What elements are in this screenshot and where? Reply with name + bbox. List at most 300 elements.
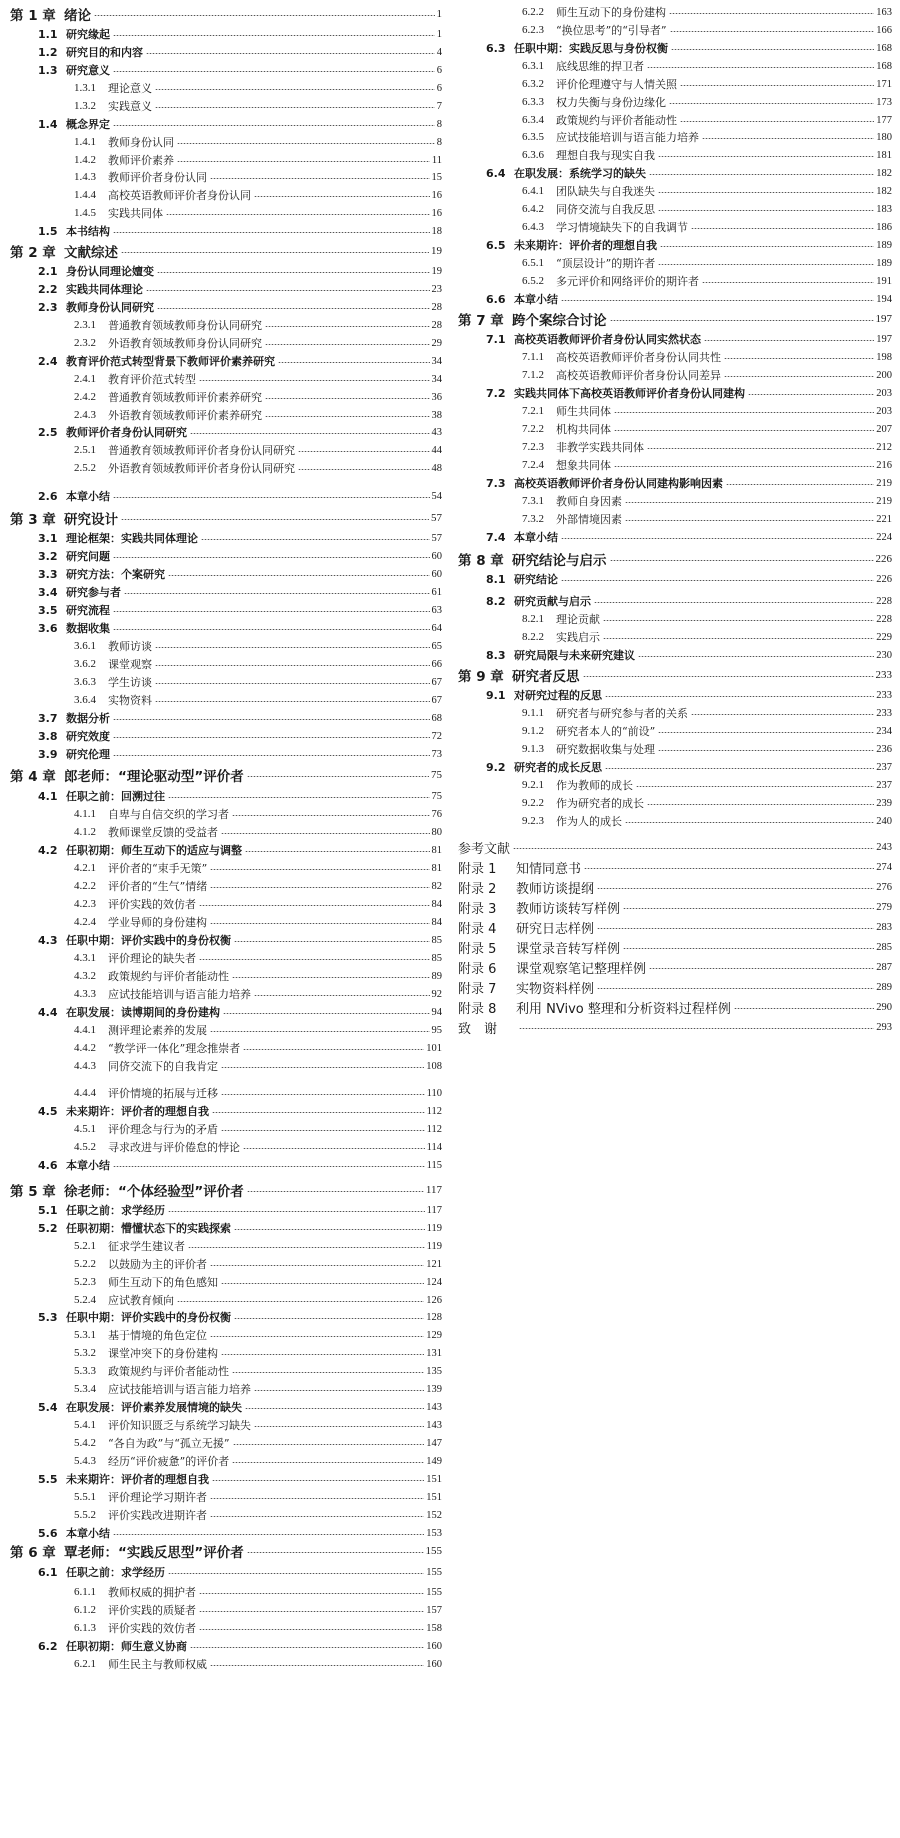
toc-dot-leader bbox=[647, 448, 874, 449]
toc-page-number: 230 bbox=[876, 649, 892, 661]
toc-entry-title: 参考文献 bbox=[458, 841, 511, 856]
toc-section-entry bbox=[458, 570, 892, 588]
toc-page-number: 18 bbox=[431, 225, 442, 237]
toc-dot-leader bbox=[247, 1552, 424, 1553]
toc-entry-title: 应试技能培训与语言能力培养 bbox=[108, 1383, 251, 1396]
toc-entry-number: 6.3.5 bbox=[522, 131, 544, 143]
toc-entry-number: 7.4 bbox=[486, 530, 506, 544]
toc-dot-leader bbox=[233, 1444, 425, 1445]
toc-page-number: 189 bbox=[876, 257, 892, 269]
toc-page-number: 89 bbox=[431, 970, 442, 982]
toc-entry-number: 5.3.1 bbox=[74, 1329, 96, 1341]
toc-page-number: 234 bbox=[876, 725, 892, 737]
toc-page-number: 155 bbox=[426, 1566, 442, 1578]
toc-section-entry bbox=[10, 547, 442, 565]
toc-entry-number: 4.5.2 bbox=[74, 1141, 96, 1153]
toc-chapter-entry bbox=[458, 550, 892, 568]
toc-entry-title: 研究者与研究参与者的关系 bbox=[556, 707, 688, 720]
toc-entry-title: 评价实践的质疑者 bbox=[108, 1604, 196, 1617]
toc-subsection-entry bbox=[458, 366, 892, 384]
toc-dot-leader bbox=[157, 272, 430, 273]
toc-entry-title: 知情同意书 bbox=[516, 861, 582, 876]
toc-page-number: 6 bbox=[436, 82, 442, 94]
toc-subsection-entry bbox=[10, 805, 442, 823]
toc-entry-number: 9.1.3 bbox=[522, 743, 544, 755]
toc-page-number: 66 bbox=[431, 658, 442, 670]
toc-entry-number: 3.5 bbox=[38, 603, 58, 617]
toc-dot-leader bbox=[726, 484, 874, 485]
toc-page-number: 60 bbox=[431, 550, 442, 562]
toc-chapter-entry bbox=[10, 5, 442, 23]
toc-dot-leader bbox=[702, 282, 874, 283]
toc-entry-number: 7.3 bbox=[486, 476, 506, 490]
toc-page-number: 128 bbox=[426, 1311, 442, 1323]
toc-dot-leader bbox=[625, 520, 874, 521]
toc-entry-number: 3.1 bbox=[38, 531, 58, 545]
toc-entry-title: 教育评价范式转型背景下教师评价素养研究 bbox=[66, 355, 275, 368]
toc-dot-leader bbox=[649, 174, 874, 175]
toc-subsection-entry bbox=[10, 316, 442, 334]
toc-entry-title: 作为教师的成长 bbox=[556, 779, 633, 792]
toc-entry-title: 课堂观察 bbox=[108, 658, 152, 671]
toc-entry-title: 应试教育倾向 bbox=[108, 1294, 174, 1307]
toc-entry-title: 教师访谈 bbox=[108, 640, 152, 653]
toc-dot-leader bbox=[190, 1647, 424, 1648]
toc-dot-leader bbox=[669, 103, 874, 104]
toc-entry-number: 3.6.3 bbox=[74, 676, 96, 688]
toc-dot-leader bbox=[221, 1354, 424, 1355]
toc-entry-title: 任职中期：评价实践中的身份权衡 bbox=[66, 934, 231, 947]
toc-entry-number: 4.3.1 bbox=[74, 952, 96, 964]
toc-page-number: 67 bbox=[431, 694, 442, 706]
toc-page-number: 65 bbox=[431, 640, 442, 652]
toc-dot-leader bbox=[199, 380, 430, 381]
toc-subsection-entry bbox=[10, 1434, 442, 1452]
toc-page-number: 129 bbox=[426, 1329, 442, 1341]
toc-dot-leader bbox=[614, 412, 874, 413]
toc-entry-title: 研究日志样例 bbox=[516, 921, 595, 936]
toc-entry-title: 外语教育领域教师评价素养研究 bbox=[108, 409, 262, 422]
toc-page-number: 95 bbox=[431, 1024, 442, 1036]
toc-entry-number: 9.2.3 bbox=[522, 815, 544, 827]
toc-entry-number: 5.4.1 bbox=[74, 1419, 96, 1431]
toc-section-entry bbox=[10, 115, 442, 133]
toc-dot-leader bbox=[232, 977, 430, 978]
toc-entry-number: 6.5.1 bbox=[522, 257, 544, 269]
toc-back-matter-entry bbox=[458, 918, 892, 936]
toc-page-number: 44 bbox=[431, 444, 442, 456]
toc-entry-number: 5.5 bbox=[38, 1472, 58, 1486]
toc-entry-title: 师生互动下的身份建构 bbox=[556, 6, 666, 19]
toc-entry-number: 8.2.2 bbox=[522, 631, 544, 643]
toc-dot-leader bbox=[561, 300, 874, 301]
toc-section-entry bbox=[458, 528, 892, 546]
toc-subsection-entry bbox=[458, 272, 892, 290]
toc-entry-title: 高校英语教师评价者身份认同差异 bbox=[556, 369, 721, 382]
toc-subsection-entry bbox=[458, 438, 892, 456]
toc-page-number: 82 bbox=[431, 880, 442, 892]
toc-entry-title: 外语教育领域教师评价者身份认同研究 bbox=[108, 462, 295, 475]
toc-section-entry bbox=[10, 931, 442, 949]
toc-subsection-entry bbox=[10, 1291, 442, 1309]
toc-dot-leader bbox=[232, 1462, 424, 1463]
toc-entry-number: 第 2 章 bbox=[10, 245, 56, 260]
toc-entry-title: 底线思维的捍卫者 bbox=[556, 60, 644, 73]
toc-subsection-entry bbox=[10, 691, 442, 709]
toc-section-entry bbox=[10, 745, 442, 763]
toc-back-matter-entry bbox=[458, 978, 892, 996]
toc-page-number: 139 bbox=[426, 1383, 442, 1395]
toc-dot-leader bbox=[234, 1318, 424, 1319]
toc-entry-title: 学业导师的身份建构 bbox=[108, 916, 207, 929]
toc-chapter-entry bbox=[10, 766, 442, 784]
toc-dot-leader bbox=[94, 15, 435, 16]
toc-entry-title: 实物资料 bbox=[108, 694, 152, 707]
toc-dot-leader bbox=[146, 290, 430, 291]
toc-entry-number: 4.5 bbox=[38, 1104, 58, 1118]
toc-entry-number: 3.6.1 bbox=[74, 640, 96, 652]
toc-page-number: 114 bbox=[426, 1141, 442, 1153]
toc-entry-title: 任职之前：求学经历 bbox=[66, 1566, 165, 1579]
toc-entry-title: 团队缺失与自我迷失 bbox=[556, 185, 655, 198]
toc-page-number: 228 bbox=[876, 595, 892, 607]
toc-page-number: 1 bbox=[436, 28, 442, 40]
toc-entry-title: 评价情境的拓展与迁移 bbox=[108, 1087, 218, 1100]
toc-subsection-entry bbox=[10, 406, 442, 424]
toc-entry-number: 附录 2 bbox=[458, 881, 497, 896]
toc-entry-number: 4.1.1 bbox=[74, 808, 96, 820]
toc-page-number: 221 bbox=[876, 513, 892, 525]
toc-page-number: 15 bbox=[431, 171, 442, 183]
toc-page-number: 200 bbox=[876, 369, 892, 381]
toc-page-number: 131 bbox=[426, 1347, 442, 1359]
toc-dot-leader bbox=[243, 1049, 424, 1050]
toc-dot-leader bbox=[724, 376, 874, 377]
toc-entry-title: 课堂录音转写样例 bbox=[516, 941, 621, 956]
toc-page-number: 243 bbox=[876, 841, 892, 853]
toc-subsection-entry bbox=[458, 200, 892, 218]
toc-section-entry bbox=[10, 1102, 442, 1120]
toc-dot-leader bbox=[121, 519, 429, 520]
toc-page-number: 183 bbox=[876, 203, 892, 215]
toc-page-number: 157 bbox=[426, 1604, 442, 1616]
toc-entry-title: 多元评价和网络评价的期许者 bbox=[556, 275, 699, 288]
toc-dot-leader bbox=[168, 575, 430, 576]
toc-page-number: 29 bbox=[431, 337, 442, 349]
toc-dot-leader bbox=[658, 732, 874, 733]
toc-entry-number: 8.1 bbox=[486, 572, 506, 586]
toc-subsection-entry bbox=[10, 895, 442, 913]
toc-entry-title: 未来期许：评价者的理想自我 bbox=[66, 1105, 209, 1118]
toc-entry-number: 4.4.3 bbox=[74, 1060, 96, 1072]
toc-subsection-entry bbox=[458, 704, 892, 722]
toc-page-number: 8 bbox=[436, 118, 442, 130]
toc-dot-leader bbox=[702, 138, 874, 139]
toc-entry-number: 6.3.4 bbox=[522, 114, 544, 126]
toc-section-entry bbox=[10, 1308, 442, 1326]
toc-entry-title: 研究数据收集与处理 bbox=[556, 743, 655, 756]
toc-dot-leader bbox=[597, 888, 874, 889]
toc-subsection-entry bbox=[10, 1506, 442, 1524]
toc-entry-title: 寻求改进与评价倦怠的悖论 bbox=[108, 1141, 240, 1154]
toc-entry-number: 第 7 章 bbox=[458, 313, 504, 328]
toc-dot-leader bbox=[265, 326, 430, 327]
toc-section-entry bbox=[10, 1470, 442, 1488]
toc-entry-number: 4.2.1 bbox=[74, 862, 96, 874]
toc-entry-number: 1.4.1 bbox=[74, 136, 96, 148]
toc-dot-leader bbox=[177, 1301, 424, 1302]
toc-entry-title: 外部情境因素 bbox=[556, 513, 622, 526]
toc-entry-number: 7.2.1 bbox=[522, 405, 544, 417]
toc-entry-title: 非教学实践共同体 bbox=[556, 441, 644, 454]
toc-entry-title: 作为人的成长 bbox=[556, 815, 622, 828]
toc-page-number: 207 bbox=[876, 423, 892, 435]
toc-page-number: 229 bbox=[876, 631, 892, 643]
toc-dot-leader bbox=[704, 340, 874, 341]
toc-page-number: 57 bbox=[431, 512, 442, 524]
toc-dot-leader bbox=[298, 469, 430, 470]
toc-entry-number: 2.5.1 bbox=[74, 444, 96, 456]
toc-entry-title: 普通教育领域教师评价者身份认同研究 bbox=[108, 444, 295, 457]
toc-entry-title: 研究问题 bbox=[66, 550, 110, 563]
toc-page-number: 85 bbox=[431, 934, 442, 946]
toc-section-entry bbox=[10, 1563, 442, 1581]
toc-page-number: 151 bbox=[426, 1491, 442, 1503]
toc-page-number: 72 bbox=[431, 730, 442, 742]
toc-section-entry bbox=[10, 1637, 442, 1655]
toc-entry-number: 9.2 bbox=[486, 760, 506, 774]
toc-back-matter-entry bbox=[458, 938, 892, 956]
toc-dot-leader bbox=[210, 869, 429, 870]
toc-page-number: 6 bbox=[436, 64, 442, 76]
toc-dot-leader bbox=[113, 737, 430, 738]
toc-subsection-entry bbox=[10, 1655, 442, 1673]
toc-entry-title: 任职中期：实践反思与身份权衡 bbox=[514, 42, 668, 55]
toc-subsection-entry bbox=[10, 673, 442, 691]
toc-chapter-entry bbox=[10, 1542, 442, 1560]
toc-dot-leader bbox=[212, 1112, 425, 1113]
toc-page-number: 34 bbox=[431, 373, 442, 385]
toc-entry-number: 5.2.4 bbox=[74, 1294, 96, 1306]
toc-page-number: 203 bbox=[876, 387, 892, 399]
toc-dot-leader bbox=[201, 539, 430, 540]
toc-entry-number: 5.2 bbox=[38, 1221, 58, 1235]
toc-entry-number: 第 5 章 bbox=[10, 1184, 56, 1199]
toc-subsection-entry bbox=[458, 254, 892, 272]
toc-entry-number: 3.6.4 bbox=[74, 694, 96, 706]
toc-page-number: 233 bbox=[875, 669, 892, 681]
toc-entry-title: 教育评价范式转型 bbox=[108, 373, 196, 386]
toc-entry-title: “教学评一体化”理念推崇者 bbox=[108, 1042, 241, 1055]
toc-entry-title: 研究伦理 bbox=[66, 748, 110, 761]
toc-entry-number: 4.2.3 bbox=[74, 898, 96, 910]
toc-dot-leader bbox=[221, 1067, 424, 1068]
toc-subsection-entry bbox=[458, 492, 892, 510]
toc-subsection-entry bbox=[458, 75, 892, 93]
toc-section-entry bbox=[10, 25, 442, 43]
toc-page-number: 171 bbox=[876, 78, 892, 90]
toc-subsection-entry bbox=[458, 182, 892, 200]
toc-page-number: 216 bbox=[876, 459, 892, 471]
toc-dot-leader bbox=[210, 1336, 424, 1337]
toc-dot-leader bbox=[188, 1247, 425, 1248]
toc-page-number: 163 bbox=[876, 6, 892, 18]
toc-entry-title: 在职发展：评价素养发展情境的缺失 bbox=[66, 1401, 242, 1414]
toc-dot-leader bbox=[243, 1148, 425, 1149]
toc-entry-title: 概念界定 bbox=[66, 118, 110, 131]
toc-section-entry bbox=[458, 290, 892, 308]
toc-entry-number: 1.4.4 bbox=[74, 189, 96, 201]
toc-page-number: 237 bbox=[876, 779, 892, 791]
toc-page-number: 124 bbox=[426, 1276, 442, 1288]
toc-page-number: 239 bbox=[876, 797, 892, 809]
toc-page-number: 189 bbox=[876, 239, 892, 251]
toc-entry-title: 研究者反思 bbox=[512, 669, 580, 684]
toc-section-entry bbox=[10, 787, 442, 805]
toc-subsection-entry bbox=[10, 985, 442, 1003]
toc-subsection-entry bbox=[458, 93, 892, 111]
toc-entry-title: 高校英语教师评价者身份认同共性 bbox=[556, 351, 721, 364]
toc-page-number: 16 bbox=[431, 207, 442, 219]
toc-entry-title: 研究者的成长反思 bbox=[514, 761, 602, 774]
toc-entry-title: 同侪交流与自我反思 bbox=[556, 203, 655, 216]
toc-entry-number: 5.3.3 bbox=[74, 1365, 96, 1377]
toc-entry-number: 6.4.1 bbox=[522, 185, 544, 197]
toc-dot-leader bbox=[210, 1031, 430, 1032]
toc-entry-title: 教师自身因素 bbox=[556, 495, 622, 508]
toc-page-number: 194 bbox=[876, 293, 892, 305]
toc-entry-number: 3.6 bbox=[38, 621, 58, 635]
toc-page-number: 219 bbox=[876, 477, 892, 489]
toc-entry-number: 2.4 bbox=[38, 354, 58, 368]
toc-entry-title: 教师访谈提纲 bbox=[516, 881, 595, 896]
toc-page-number: 233 bbox=[876, 707, 892, 719]
toc-entry-number: 3.3 bbox=[38, 567, 58, 581]
toc-subsection-entry bbox=[458, 812, 892, 830]
toc-dot-leader bbox=[113, 719, 430, 720]
toc-subsection-entry bbox=[10, 1021, 442, 1039]
toc-dot-leader bbox=[223, 1013, 430, 1014]
toc-page-number: 119 bbox=[426, 1240, 442, 1252]
toc-entry-title: 教师权威的拥护者 bbox=[108, 1586, 196, 1599]
toc-entry-title: 未来期许：评价者的理想自我 bbox=[514, 239, 657, 252]
toc-entry-number: 6.4 bbox=[486, 166, 506, 180]
toc-subsection-entry bbox=[10, 133, 442, 151]
toc-page-number: 160 bbox=[426, 1640, 442, 1652]
toc-entry-title: 对研究过程的反思 bbox=[514, 689, 602, 702]
toc-entry-title: 数据收集 bbox=[66, 622, 110, 635]
toc-subsection-entry bbox=[458, 510, 892, 528]
toc-entry-title: 本章小结 bbox=[66, 490, 110, 503]
toc-entry-number: 2.5.2 bbox=[74, 462, 96, 474]
toc-page-number: 173 bbox=[876, 96, 892, 108]
toc-entry-title: 师生共同体 bbox=[556, 405, 611, 418]
toc-entry-title: 任职初期：师生意义协商 bbox=[66, 1640, 187, 1653]
toc-section-entry bbox=[10, 1201, 442, 1219]
toc-entry-title: 理论贡献 bbox=[556, 613, 600, 626]
toc-entry-title: 权力失衡与身份边缘化 bbox=[556, 96, 666, 109]
toc-subsection-entry bbox=[10, 1255, 442, 1273]
toc-dot-leader bbox=[121, 252, 429, 253]
toc-entry-title: 理想自我与现实自我 bbox=[556, 149, 655, 162]
toc-page-number: 143 bbox=[426, 1419, 442, 1431]
toc-entry-title: 研究结论与启示 bbox=[512, 553, 607, 568]
toc-entry-number: 第 1 章 bbox=[10, 8, 56, 23]
toc-entry-number: 2.4.3 bbox=[74, 409, 96, 421]
toc-dot-leader bbox=[245, 1408, 424, 1409]
toc-dot-leader bbox=[155, 89, 435, 90]
toc-section-entry bbox=[10, 601, 442, 619]
toc-section-entry bbox=[458, 236, 892, 254]
toc-entry-title: 身份认同理论嬗变 bbox=[66, 265, 154, 278]
toc-entry-title: 教师评价素养 bbox=[108, 154, 174, 167]
toc-section-entry bbox=[458, 330, 892, 348]
toc-entry-title: 评价实践的效仿者 bbox=[108, 1622, 196, 1635]
toc-dot-leader bbox=[748, 394, 874, 395]
toc-page-number: 177 bbox=[876, 114, 892, 126]
toc-dot-leader bbox=[734, 1008, 874, 1009]
toc-entry-number: 1.5 bbox=[38, 224, 58, 238]
toc-dot-leader bbox=[691, 228, 874, 229]
toc-entry-title: 教师访谈转写样例 bbox=[516, 901, 621, 916]
toc-page-number: 135 bbox=[426, 1365, 442, 1377]
toc-dot-leader bbox=[610, 320, 874, 321]
toc-dot-leader bbox=[265, 344, 430, 345]
toc-section-entry bbox=[458, 384, 892, 402]
toc-entry-number: 9.2.2 bbox=[522, 797, 544, 809]
toc-subsection-entry bbox=[10, 655, 442, 673]
toc-subsection-entry bbox=[10, 334, 442, 352]
toc-entry-title: 研究流程 bbox=[66, 604, 110, 617]
toc-entry-number: 4.5.1 bbox=[74, 1123, 96, 1135]
toc-entry-number: 9.1.2 bbox=[522, 725, 544, 737]
toc-subsection-entry bbox=[458, 218, 892, 236]
toc-page-number: 48 bbox=[431, 462, 442, 474]
toc-entry-title: 研究贡献与启示 bbox=[514, 595, 591, 608]
toc-page-number: 226 bbox=[875, 553, 892, 565]
toc-dot-leader bbox=[597, 988, 874, 989]
toc-dot-leader bbox=[210, 1665, 424, 1666]
toc-entry-title: 理论框架：实践共同体理论 bbox=[66, 532, 198, 545]
toc-entry-title: 评价者的“束手无策” bbox=[108, 862, 208, 875]
toc-subsection-entry bbox=[10, 1057, 442, 1075]
toc-entry-number: 6.3.3 bbox=[522, 96, 544, 108]
toc-entry-number: 9.1 bbox=[486, 688, 506, 702]
toc-page-number: 155 bbox=[426, 1586, 442, 1598]
toc-page-number: 168 bbox=[876, 60, 892, 72]
toc-page-number: 160 bbox=[426, 1658, 442, 1670]
toc-page-number: 151 bbox=[426, 1473, 442, 1485]
toc-chapter-entry bbox=[458, 310, 892, 328]
toc-subsection-entry bbox=[10, 1416, 442, 1434]
toc-back-matter-entry bbox=[458, 858, 892, 876]
toc-section-entry bbox=[10, 61, 442, 79]
toc-page-number: 81 bbox=[431, 862, 442, 874]
toc-chapter-entry bbox=[10, 509, 442, 527]
toc-entry-number: 4.2.4 bbox=[74, 916, 96, 928]
toc-subsection-entry bbox=[10, 204, 442, 222]
toc-entry-title: 跨个案综合讨论 bbox=[512, 313, 607, 328]
toc-section-entry bbox=[10, 565, 442, 583]
toc-entry-title: 在职发展：读博期间的身份建构 bbox=[66, 1006, 220, 1019]
toc-entry-number: 6.3.1 bbox=[522, 60, 544, 72]
toc-page-number: 289 bbox=[876, 981, 892, 993]
toc-dot-leader bbox=[146, 53, 435, 54]
toc-back-matter-entry bbox=[458, 898, 892, 916]
toc-entry-title: 研究方法：个案研究 bbox=[66, 568, 165, 581]
toc-entry-number: 9.1.1 bbox=[522, 707, 544, 719]
toc-dot-leader bbox=[647, 804, 874, 805]
